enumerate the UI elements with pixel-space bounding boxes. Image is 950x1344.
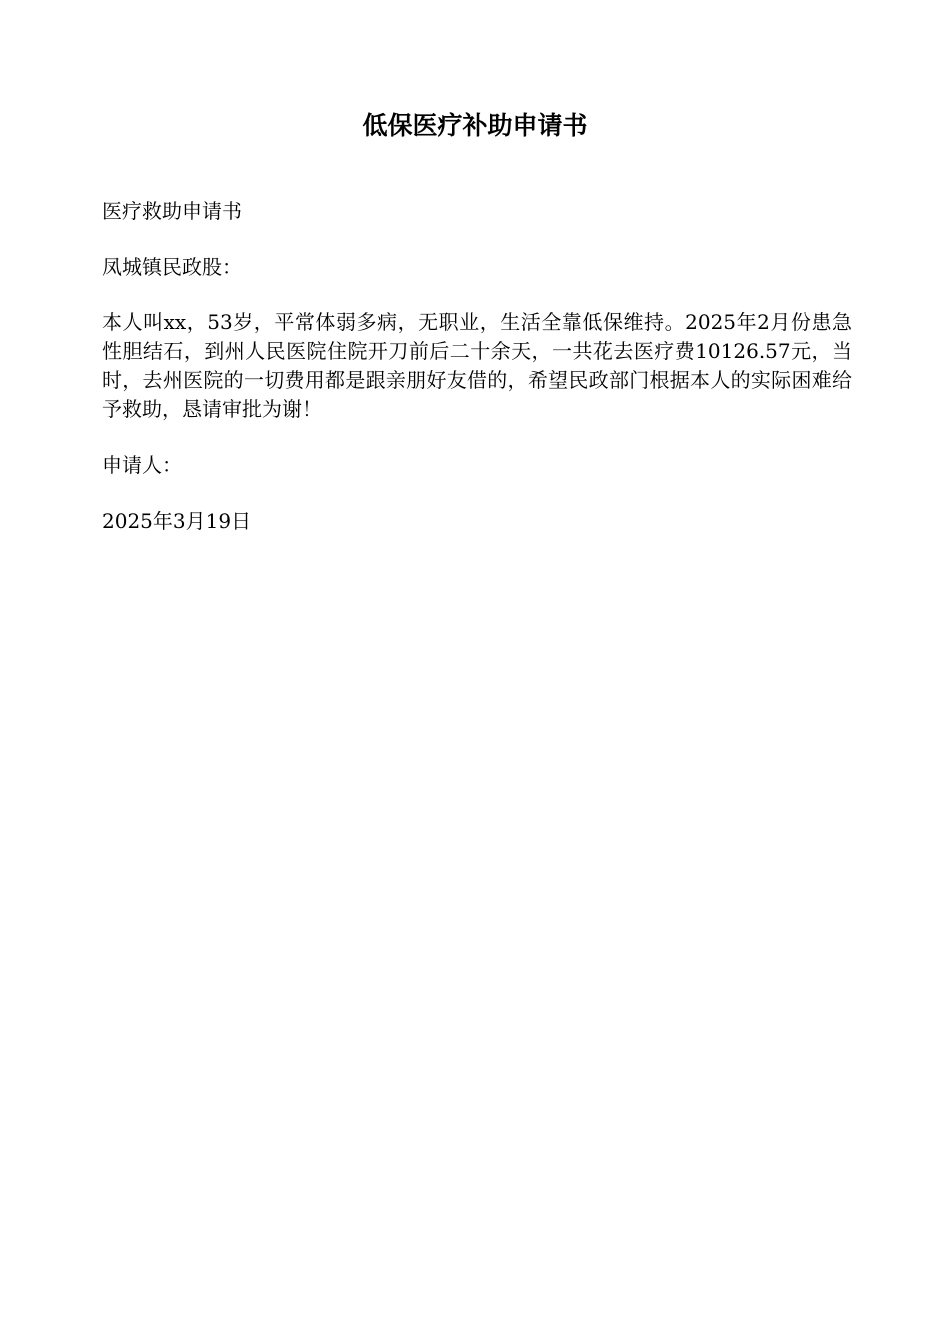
applicant-label: 申请人：	[102, 453, 182, 477]
salutation: 凤城镇民政股：	[102, 255, 242, 279]
date-line: 2025年3月19日	[102, 509, 252, 533]
document-subtitle: 医疗救助申请书	[102, 199, 242, 223]
body-paragraph: 本人叫xx，53岁，平常体弱多病，无职业，生活全靠低保维持。2025年2月份患急性胆结石，到州人民医院住院开刀前后二十余天，一共花去医疗费10126.57元，当时，去州医院的一切费用都是跟亲朋好友借的，希望民政部门根据本人的实际困难给予救助，恳请审批为谢！	[102, 310, 852, 421]
document-title: 低保医疗补助申请书	[362, 111, 588, 140]
document-content	[102, 196, 852, 562]
